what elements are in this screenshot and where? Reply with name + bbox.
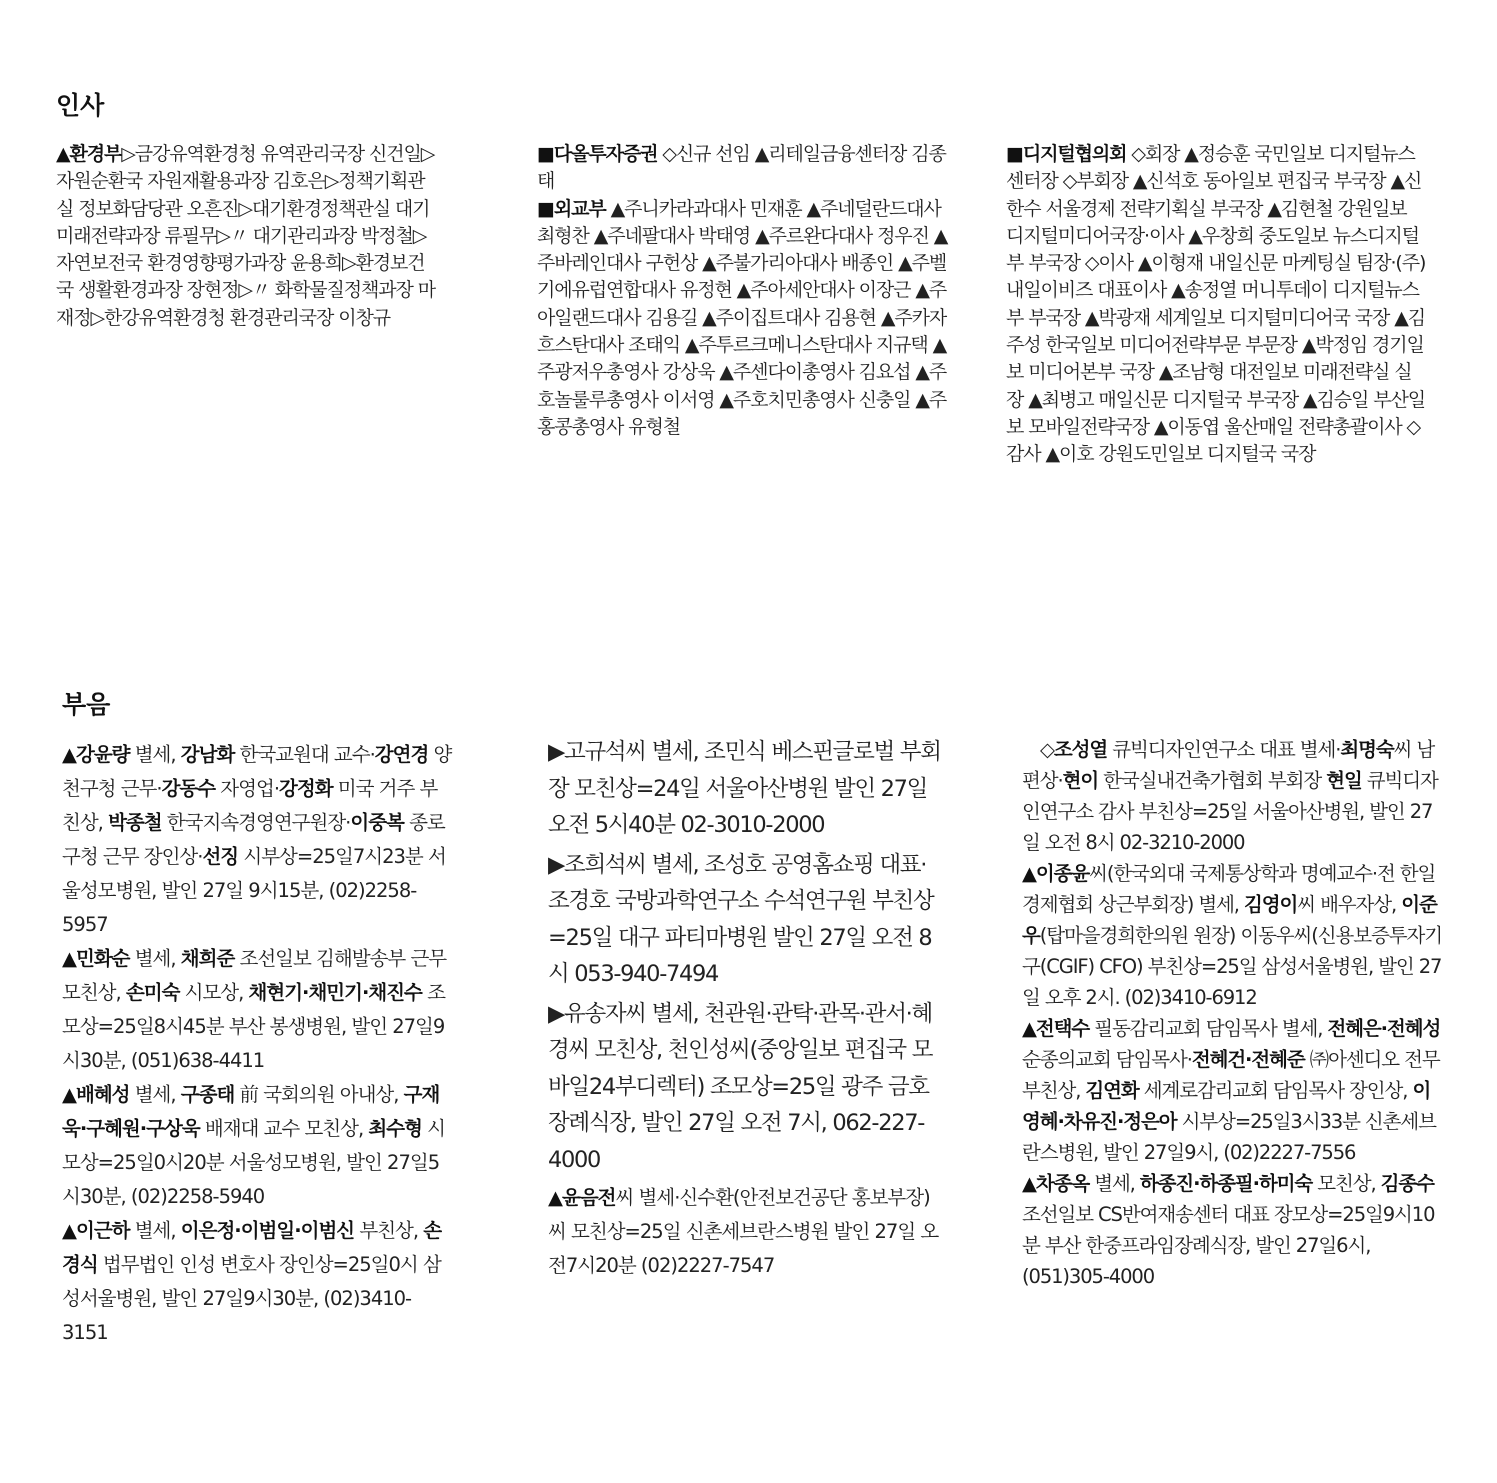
appointment-entry: ▲환경부▷금강유역환경청 유역관리국장 신건일▷자원순환국 자원재활용과장 김호은▷정책기획관실 정보화담당관 오흔진▷대기환경정책관실 대기미래전략과장 류필무▷〃 대기관리과장 박정철▷자연보전국 환경영향평가과장 윤용희▷환경보건국 생활환경과장 장현정▷〃 화학물질정책과장 마재정▷한강유역환경청 환경관리국장 이창규 [56, 143, 435, 329]
appointments-column-2 [537, 141, 959, 441]
obituary-entry: ▲전택수 필동감리교회 담임목사 별세, 전혜은·전혜성 순종의교회 담임목사·전혜건·전혜준 ㈜아센디오 전무 부친상, 김연화 세계로감리교회 담임목사 장인상, 이영혜·차유진·정은아 시부상=25일3시33분 신촌세브란스병원, 발인 27일9시, (02)2227-7556 [1022, 1017, 1441, 1164]
obituary-entry: ▲윤음전씨 별세·신수환(안전보건공단 홍보부장)씨 모친상=25일 신촌세브란스병원 발인 27일 오전7시20분 (02)2227-7547 [548, 1186, 939, 1277]
obituary-entry: ▶조희석씨 별세, 조성호 공영홈쇼핑 대표·조경호 국방과학연구소 수석연구원 부친상=25일 대구 파티마병원 발인 27일 오전 8시 053-940-7494 [548, 851, 934, 987]
obituary-entry: ▲배혜성 별세, 구종태 前 국회의원 아내상, 구재욱·구혜원·구상욱 배재대 교수 모친상, 최수형 시모상=25일0시20분 서울성모병원, 발인 27일5시30분, (02)2258-5940 [62, 1083, 445, 1208]
obituary-entry: ▲강윤량 별세, 강남화 한국교원대 교수·강연경 양천구청 근무·강동수 자영업·강정화 미국 거주 부친상, 박종철 한국지속경영연구원장·이중복 종로구청 근무 장인상·선징 시부상=25일7시23분 서울성모병원, 발인 27일 9시15분, (02)2258-5957 [62, 743, 452, 936]
appointment-entry: ■디지털협의회 ◇회장 ▲정승훈 국민일보 디지털뉴스센터장 ◇부회장 ▲신석호 동아일보 편집국 부국장 ▲신한수 서울경제 전략기획실 부국장 ▲김현철 강원일보 디지털미디어국장·이사 ▲우창희 중도일보 뉴스디지털부 부국장 ◇이사 ▲이형재 내일신문 마케팅실 팀장·(주)내일이비즈 대표이사 ▲송정열 머니투데이 디지털뉴스부 부국장 ▲박광재 세계일보 디지털미디어국 국장 ▲김주성 한국일보 미디어전략부문 부문장 ▲박정임 경기일보 미디어본부 국장 ▲조남형 대전일보 미래전략실 실장 ▲최병고 매일신문 디지털국 부국장 ▲김승일 부산일보 모바일전략국장 ▲이동엽 울산매일 전략총괄이사 ◇감사 ▲이호 강원도민일보 디지털국 국장 [1006, 143, 1426, 466]
appointments-heading: 인사 [56, 91, 105, 120]
obituary-entry: ▲차종옥 별세, 하종진·하종필·하미숙 모친상, 김종수 조선일보 CS반여재송센터 대표 장모상=25일9시10분 부산 한중프라임장례식장, 발인 27일6시, (051)305-4000 [1022, 1172, 1435, 1288]
obituaries-column-3 [1022, 734, 1446, 1292]
obituaries-column-1 [62, 738, 452, 1350]
obituary-entry: ▶유송자씨 별세, 천관원·관탁·관목·관서·혜경씨 모친상, 천인성씨(중앙일보 편집국 모바일24부디렉터) 조모상=25일 광주 금호장례식장, 발인 27일 오전 7시, 062-227-4000 [548, 1000, 933, 1173]
obituary-entry: ▶고규석씨 별세, 조민식 베스핀글로벌 부회장 모친상=24일 서울아산병원 발인 27일 오전 5시40분 02-3010-2000 [548, 739, 941, 838]
appointment-entry: ■외교부 ▲주니카라과대사 민재훈 ▲주네덜란드대사 최형찬 ▲주네팔대사 박태영 ▲주르완다대사 정우진 ▲주바레인대사 구헌상 ▲주불가리아대사 배종인 ▲주벨기에유럽연합대사 유정현 ▲주아세안대사 이장근 ▲주아일랜드대사 김용길 ▲주이집트대사 김용현 ▲주카자흐스탄대사 조태익 ▲주투르크메니스탄대사 지규택 ▲주광저우총영사 강상욱 ▲주센다이총영사 김요섭 ▲주호놀룰루총영사 이서영 ▲주호치민총영사 신충일 ▲주홍콩총영사 유형철 [537, 197, 948, 438]
appointments-column-1 [56, 141, 441, 332]
obituary-entry: ▲민화순 별세, 채희준 조선일보 김해발송부 근무 모친상, 손미숙 시모상, 채현기·채민기·채진수 조모상=25일8시45분 부산 봉생병원, 발인 27일9시30분, (051)638-4411 [62, 947, 447, 1072]
appointment-entry: ■다올투자증권 ◇신규 선임 ▲리테일금융센터장 김종태 [537, 143, 946, 193]
obituary-entry: ◇조성열 큐빅디자인연구소 대표 별세·최명숙씨 남편상·현이 한국실내건축가협회 부회장 현일 큐빅디자인연구소 감사 부친상=25일 서울아산병원, 발인 27일 오전 8시 02-3210-2000 [1022, 738, 1438, 854]
obituary-entry: ▲이종윤씨(한국외대 국제통상학과 명예교수·전 한일경제협회 상근부회장) 별세, 김영이씨 배우자상, 이준우(탑마을경희한의원 원장) 이동우씨(신용보증투자기구(CGIF) CFO) 부친상=25일 삼성서울병원, 발인 27일 오후 2시. (02)3410-6912 [1022, 862, 1442, 1009]
obituary-entry: ▲이근하 별세, 이은정·이범일·이범신 부친상, 손경식 법무법인 인성 변호사 장인상=25일0시 삼성서울병원, 발인 27일9시30분, (02)3410-3151 [62, 1219, 442, 1344]
obituaries-column-2 [548, 734, 946, 1283]
appointments-column-3 [1006, 141, 1428, 469]
obituaries-heading: 부음 [62, 690, 111, 719]
